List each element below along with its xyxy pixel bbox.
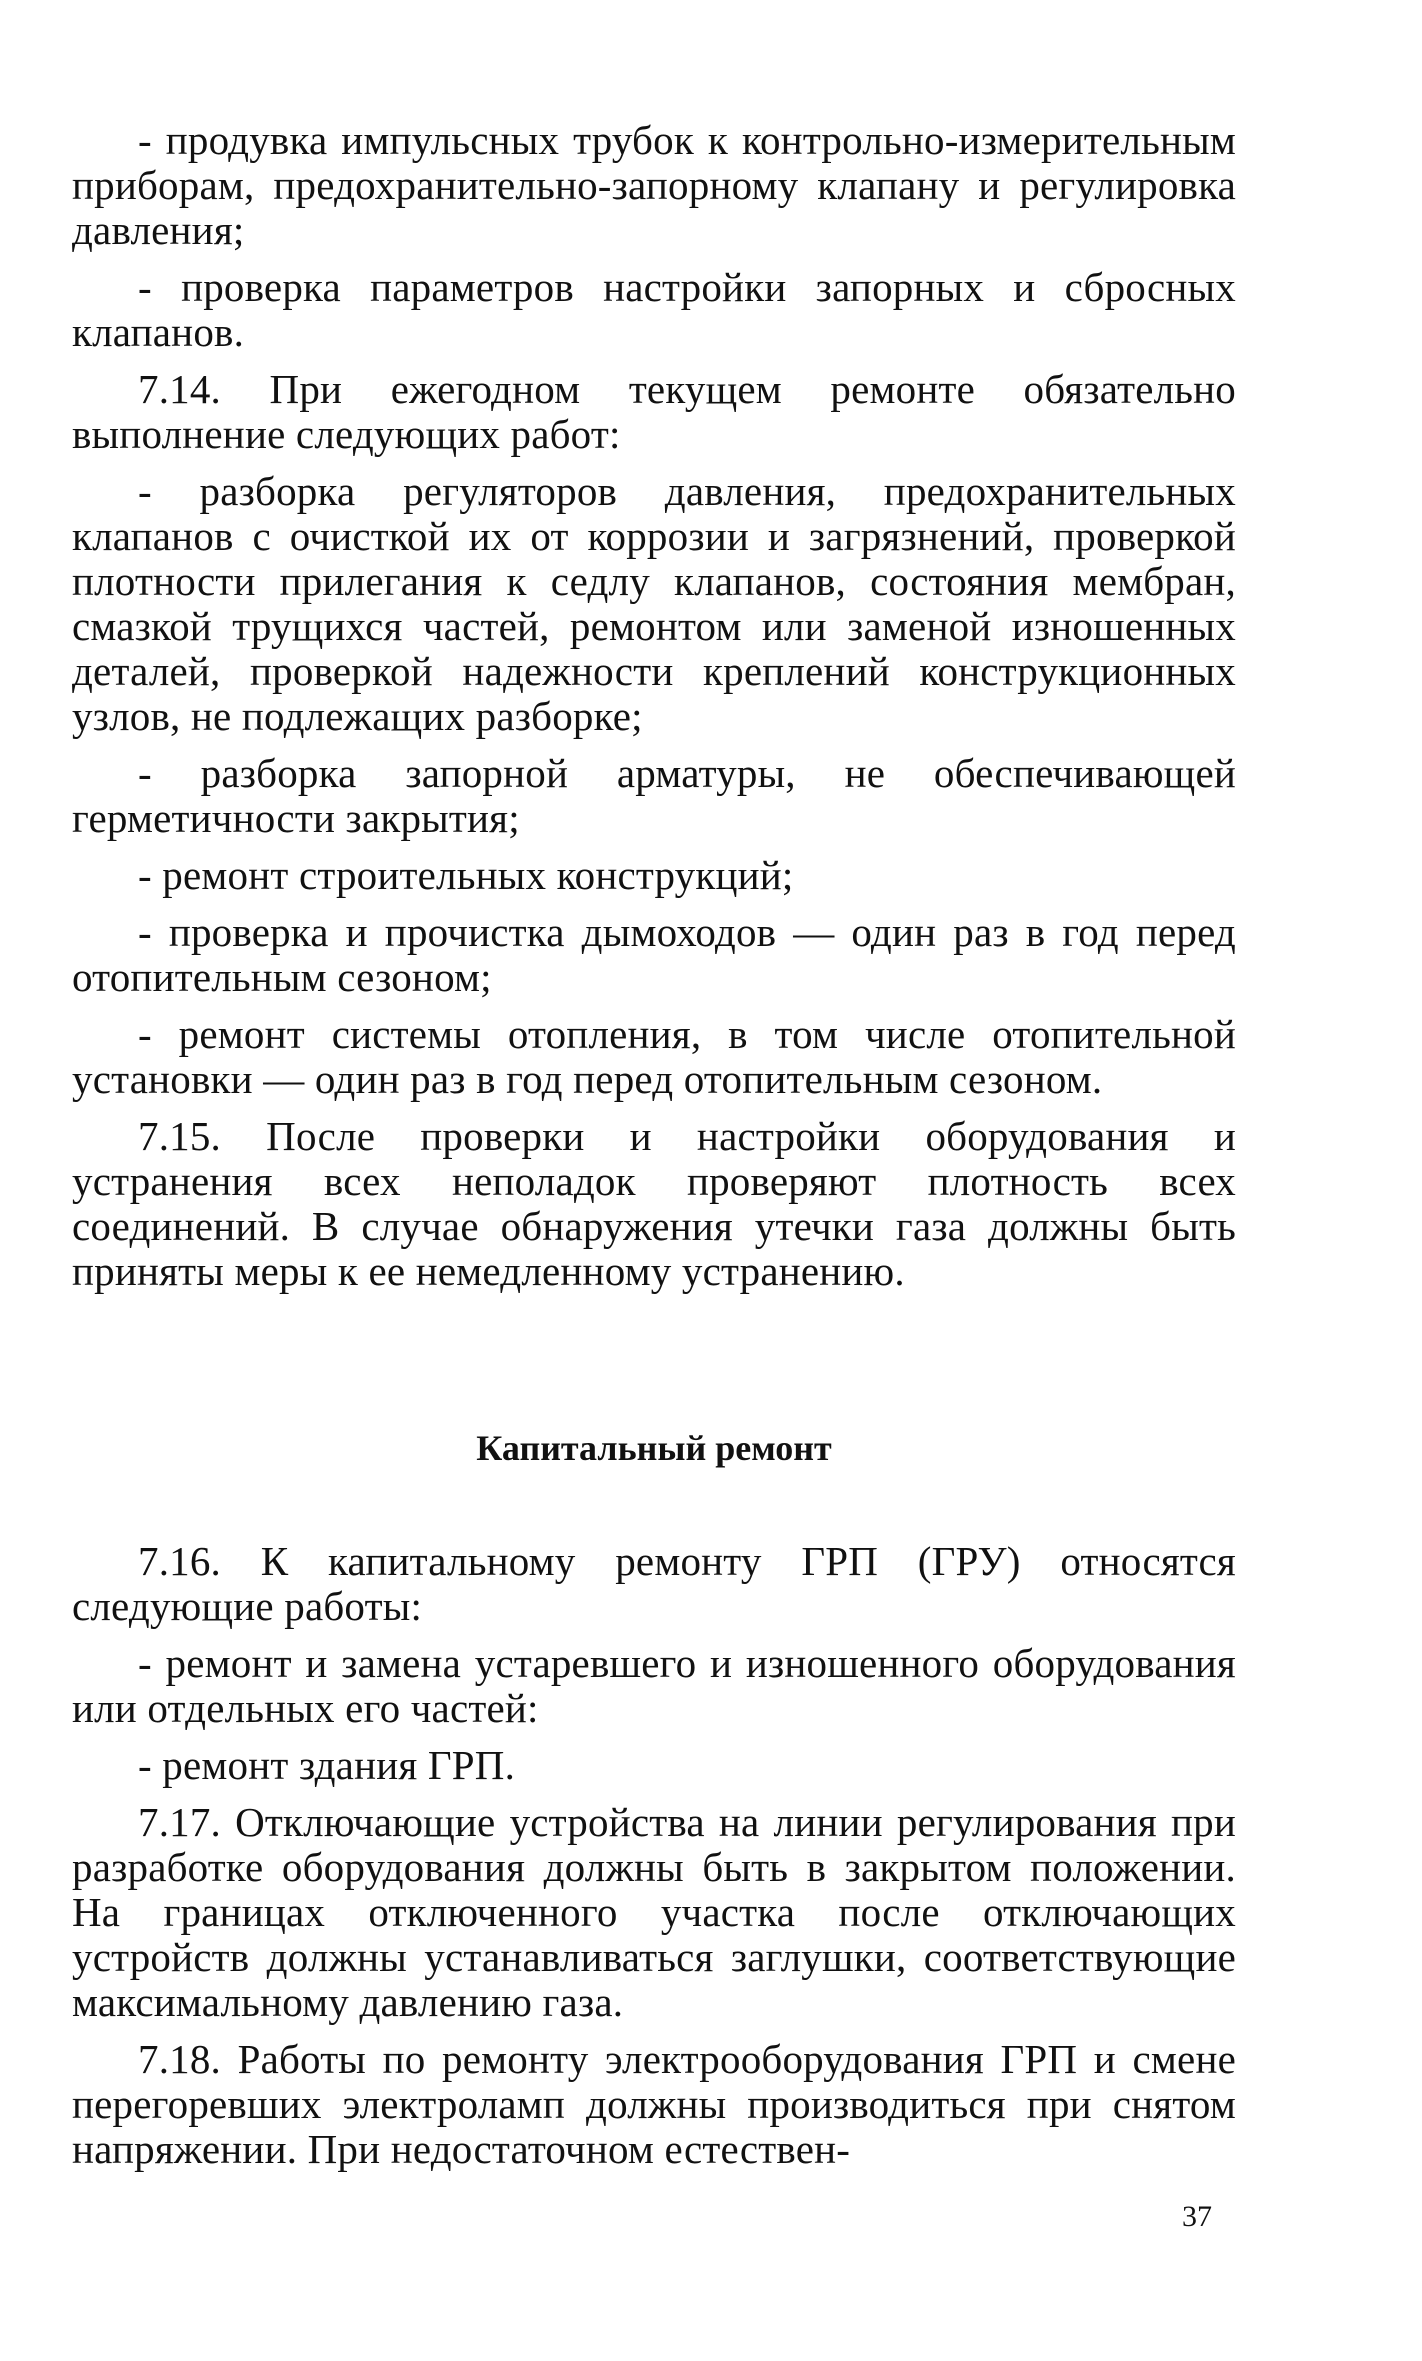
document-page — [72, 118, 1236, 2184]
paragraph: - ремонт строительных конструкций; — [138, 852, 794, 898]
paragraph: - разборка запорной арматуры, не обеспечивающей герметичности закрытия; — [72, 750, 1236, 841]
paragraph: - проверка и прочистка дымоходов — один раз в год перед отопительным сезоном; — [72, 909, 1236, 1000]
paragraph: - проверка параметров настройки запорных и сбросных клапанов. — [72, 264, 1236, 355]
paragraph: 7.14. При ежегодном текущем ремонте обязательно выполнение следующих работ: — [72, 366, 1236, 457]
section-heading: Капитальный ремонт — [476, 1428, 832, 1468]
paragraph: - продувка импульсных трубок к контрольно-измерительным приборам, предохранительно-запорному клапану и регулировка давления; — [72, 117, 1236, 253]
paragraph: - ремонт системы отопления, в том числе отопительной установки — один раз в год перед отопительным сезоном. — [72, 1011, 1236, 1102]
paragraph: 7.15. После проверки и настройки оборудования и устранения всех неполадок проверяют плотность всех соединений. В случае обнаружения утечки газа должны быть приняты меры к ее немедленному устранению. — [72, 1113, 1236, 1294]
paragraph: 7.16. К капитальному ремонту ГРП (ГРУ) относятся следующие работы: — [72, 1538, 1236, 1629]
paragraph: - разборка регуляторов давления, предохранительных клапанов с очисткой их от коррозии и загрязнений, проверкой плотности прилегания к седлу клапанов, состояния мембран, смазкой трущихся частей, ремонтом или заменой изношенных деталей, проверкой надежности креплений конструкционных узлов, не подлежащих разборке; — [72, 468, 1236, 739]
paragraph: - ремонт здания ГРП. — [138, 1742, 516, 1788]
paragraph: - ремонт и замена устаревшего и изношенного оборудования или отдельных его частей: — [72, 1640, 1236, 1731]
paragraph: 7.18. Работы по ремонту электрооборудования ГРП и смене перегоревших электроламп должны производиться при снятом напряжении. При недостаточном естествен- — [72, 2036, 1236, 2172]
page-number: 37 — [1182, 2200, 1212, 2233]
paragraph: 7.17. Отключающие устройства на линии регулирования при разработке оборудования должны быть в закрытом положении. На границах отключенного участка после отключающих устройств должны устанавливаться заглушки, соответствующие максимальному давлению газа. — [72, 1799, 1236, 2025]
